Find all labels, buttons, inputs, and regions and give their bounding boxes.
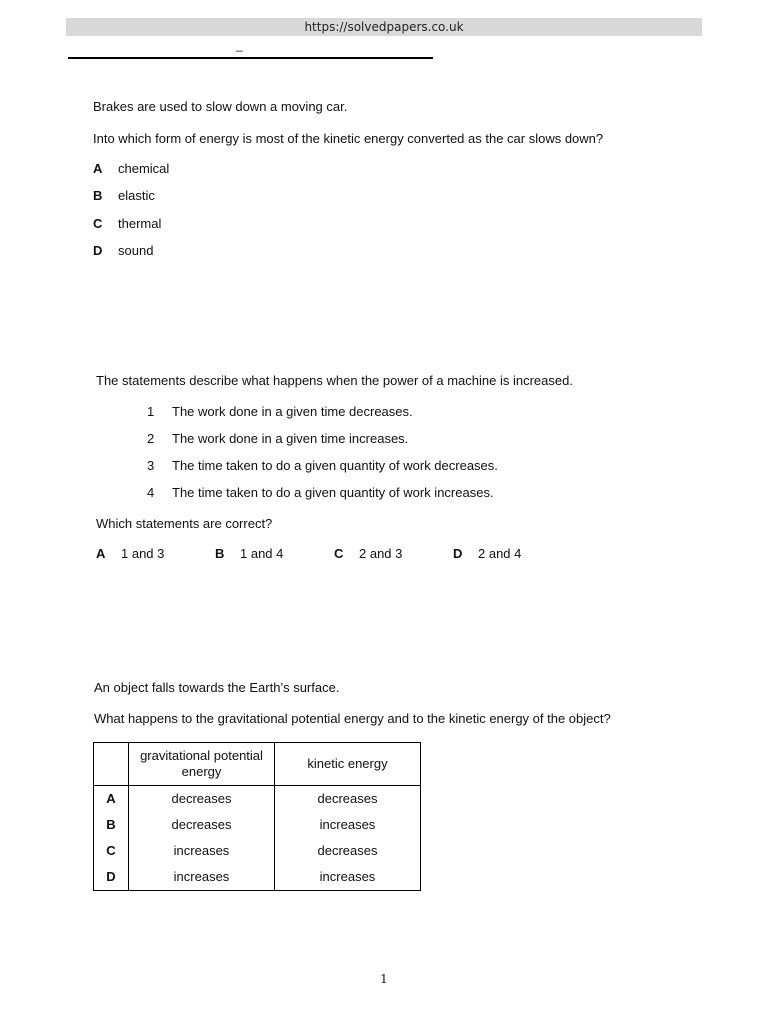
- q3-header-gpe: gravitational potential energy: [129, 743, 275, 786]
- q3-row-d-letter: D: [94, 864, 129, 891]
- q3-row-a-ke: decreases: [275, 786, 421, 813]
- header-url[interactable]: https://solvedpapers.co.uk: [304, 20, 464, 34]
- q1-option-d-text: sound: [118, 243, 154, 258]
- q3-row-a-gpe: decreases: [129, 786, 275, 813]
- q2-option-d-text: 2 and 4: [478, 546, 522, 561]
- q3-row-d-gpe: increases: [129, 864, 275, 891]
- q2-option-a-letter: A: [96, 546, 106, 561]
- q1-option-a-letter: A: [93, 161, 103, 176]
- q3-header-ke: kinetic energy: [275, 743, 421, 786]
- q3-question: What happens to the gravitational potential energy and to the kinetic energy of the object?: [94, 711, 611, 726]
- q3-row-b-letter: B: [94, 812, 129, 838]
- q2-statement-4-num: 4: [147, 485, 155, 500]
- q2-option-b-text: 1 and 4: [240, 546, 284, 561]
- q3-row-c-letter: C: [94, 838, 129, 864]
- q3-answer-table: [93, 742, 421, 891]
- q3-row-a-letter: A: [94, 786, 129, 813]
- q3-header-blank: [94, 743, 129, 786]
- q2-question: Which statements are correct?: [96, 516, 273, 531]
- q2-statement-1-text: The work done in a given time decreases.: [172, 404, 413, 419]
- q2-statement-3-num: 3: [147, 458, 155, 473]
- q2-option-c-text: 2 and 3: [359, 546, 403, 561]
- header-rule: [68, 57, 433, 59]
- q2-option-d-letter: D: [453, 546, 463, 561]
- q3-row-d-ke: increases: [275, 864, 421, 891]
- q1-option-b-letter: B: [93, 188, 103, 203]
- table-row: [94, 812, 421, 838]
- q3-row-c-ke: decreases: [275, 838, 421, 864]
- q2-statement-4-text: The time taken to do a given quantity of work increases.: [172, 485, 494, 500]
- q1-option-d-letter: D: [93, 243, 103, 258]
- q2-statement-1-num: 1: [147, 404, 155, 419]
- table-row: [94, 838, 421, 864]
- header-dash: _: [236, 38, 243, 52]
- q2-intro: The statements describe what happens when the power of a machine is increased.: [96, 373, 573, 388]
- q1-question: Into which form of energy is most of the kinetic energy converted as the car slows down?: [93, 131, 604, 146]
- q1-option-c-text: thermal: [118, 216, 162, 231]
- q2-statement-2-num: 2: [147, 431, 155, 446]
- q1-intro: Brakes are used to slow down a moving car.: [93, 99, 348, 114]
- q3-row-c-gpe: increases: [129, 838, 275, 864]
- q1-option-b-text: elastic: [118, 188, 155, 203]
- q3-row-b-gpe: decreases: [129, 812, 275, 838]
- page-number: 1: [380, 972, 388, 986]
- q3-intro: An object falls towards the Earth’s surface.: [94, 680, 340, 695]
- table-row: [94, 786, 421, 813]
- q3-table-header-row: [94, 743, 421, 786]
- q2-statement-2-text: The work done in a given time increases.: [172, 431, 409, 446]
- q2-option-a-text: 1 and 3: [121, 546, 165, 561]
- q1-option-a-text: chemical: [118, 161, 170, 176]
- q1-option-c-letter: C: [93, 216, 103, 231]
- q3-row-b-ke: increases: [275, 812, 421, 838]
- table-row: [94, 864, 421, 891]
- q2-statement-3-text: The time taken to do a given quantity of work decreases.: [172, 458, 498, 473]
- q2-option-b-letter: B: [215, 546, 225, 561]
- q2-option-c-letter: C: [334, 546, 344, 561]
